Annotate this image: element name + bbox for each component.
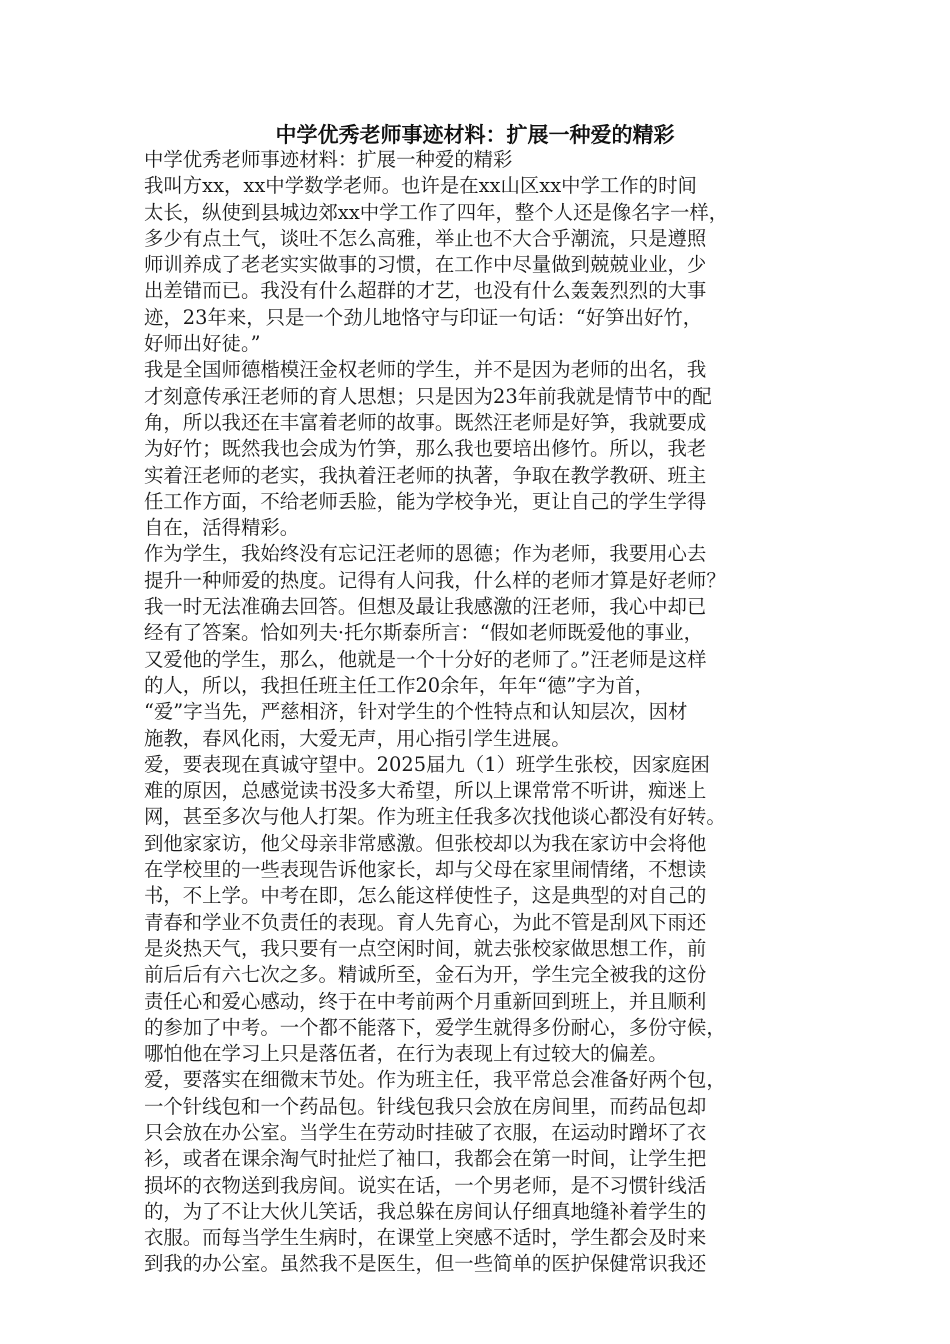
text-line: 作为学生，我始终没有忘记汪老师的恩德；作为老师，我要用心去 (144, 542, 707, 566)
text-line: 为好竹；既然我也会成为竹笋，那么我也要培出修竹。所以，我老 (144, 437, 707, 461)
text-line: 难的原因，总感觉读书没多大希望，所以上课常常不听讲，痴迷上 (144, 779, 707, 803)
text-line: 到他家家访，他父母亲非常感激。但张校却以为我在家访中会将他 (144, 831, 707, 855)
text-line: 出差错而已。我没有什么超群的才艺，也没有什么轰轰烈烈的大事 (144, 279, 707, 303)
text-line: 是炎热天气，我只要有一点空闲时间，就去张校家做思想工作，前 (144, 936, 707, 960)
text-line: 爱，要表现在真诚守望中。2025届九（1）班学生张校，因家庭困 (144, 752, 710, 776)
text-line: 中学优秀老师事迹材料：扩展一种爱的精彩 (144, 148, 513, 171)
text-line: 的人，所以，我担任班主任工作20余年，年年“德”字为首， (144, 673, 654, 697)
text-line: 前后后有六七次之多。精诚所至，金石为开，学生完全被我的这份 (144, 963, 707, 987)
text-line: 衣服。而每当学生生病时，在课堂上突感不适时，学生都会及时来 (144, 1226, 707, 1250)
text-line: 提升一种师爱的热度。记得有人问我，什么样的老师才算是好老师？ (144, 568, 726, 592)
text-line: 到我的办公室。虽然我不是医生，但一些简单的医护保健常识我还 (144, 1252, 707, 1276)
text-line: 只会放在办公室。当学生在劳动时挂破了衣服，在运动时蹭坏了衣 (144, 1120, 707, 1144)
document-title: 中学优秀老师事迹材料：扩展一种爱的精彩 (275, 123, 675, 147)
text-line: 多少有点土气，谈吐不怎么高雅，举止也不大合乎潮流，只是遵照 (144, 226, 707, 250)
text-line: 青春和学业不负责任的表现。育人先育心，为此不管是刮风下雨还 (144, 910, 707, 934)
text-line: 的参加了中考。一个都不能落下，爱学生就得多份耐心，多份守候， (144, 1015, 726, 1039)
text-line: 我一时无法准确去回答。但想及最让我感激的汪老师，我心中却已 (144, 595, 707, 619)
text-line: 任工作方面，不给老师丢脸，能为学校争光，更让自己的学生学得 (144, 489, 707, 513)
text-line: 师训养成了老老实实做事的习惯，在工作中尽量做到兢兢业业，少 (144, 253, 707, 277)
text-line: 爱，要落实在细微末节处。作为班主任，我平常总会准备好两个包， (144, 1068, 726, 1092)
text-line: 角，所以我还在丰富着老师的故事。既然汪老师是好笋，我就要成 (144, 410, 707, 434)
text-line: 经有了答案。恰如列夫·托尔斯泰所言：“假如老师既爱他的事业， (144, 621, 704, 645)
text-line: 好师出好徒。” (144, 332, 261, 356)
text-line: 我是全国师德楷模汪金权老师的学生，并不是因为老师的出名，我 (144, 358, 707, 382)
text-line: 损坏的衣物送到我房间。说实在话，一个男老师，是不习惯针线活 (144, 1173, 707, 1197)
text-line: 的，为了不让大伙儿笑话，我总躲在房间认仔细真地缝补着学生的 (144, 1199, 707, 1223)
document-body (144, 147, 824, 1278)
text-line: 实着汪老师的老实，我执着汪老师的执著，争取在教学教研、班主 (144, 463, 707, 487)
text-line: 又爱他的学生，那么，他就是一个十分好的老师了。”汪老师是这样 (144, 647, 707, 671)
text-line: “爱”字当先，严慈相济，针对学生的个性特点和认知层次，因材 (144, 700, 688, 724)
text-line: 在学校里的一些表现告诉他家长，却与父母在家里闹情绪，不想读 (144, 858, 707, 882)
text-line: 迹，23年来，只是一个劲儿地恪守与印证一句话：“好笋出好竹， (144, 305, 703, 329)
text-line: 哪怕他在学习上只是落伍者，在行为表现上有过较大的偏差。 (144, 1042, 668, 1066)
text-line: 施教，春风化雨，大爱无声，用心指引学生进展。 (144, 726, 571, 750)
text-line: 太长，纵使到县城边郊xx中学工作了四年，整个人还是像名字一样， (144, 200, 729, 224)
text-line: 一个针线包和一个药品包。针线包我只会放在房间里，而药品包却 (144, 1094, 707, 1118)
text-line: 书，不上学。中考在即，怎么能这样使性子，这是典型的对自己的 (144, 884, 707, 908)
text-line: 衫，或者在课余淘气时扯烂了袖口，我都会在第一时间，让学生把 (144, 1147, 707, 1171)
text-line: 才刻意传承汪老师的育人思想；只是因为23年前我就是情节中的配 (144, 384, 712, 408)
text-line: 我叫方xx，xx中学数学老师。也许是在xx山区xx中学工作的时间 (144, 174, 697, 198)
text-line: 责任心和爱心感动，终于在中考前两个月重新回到班上，并且顺利 (144, 989, 707, 1013)
text-line: 自在，活得精彩。 (144, 516, 300, 540)
text-line: 网，甚至多次与他人打架。作为班主任我多次找他谈心都没有好转。 (144, 805, 726, 829)
